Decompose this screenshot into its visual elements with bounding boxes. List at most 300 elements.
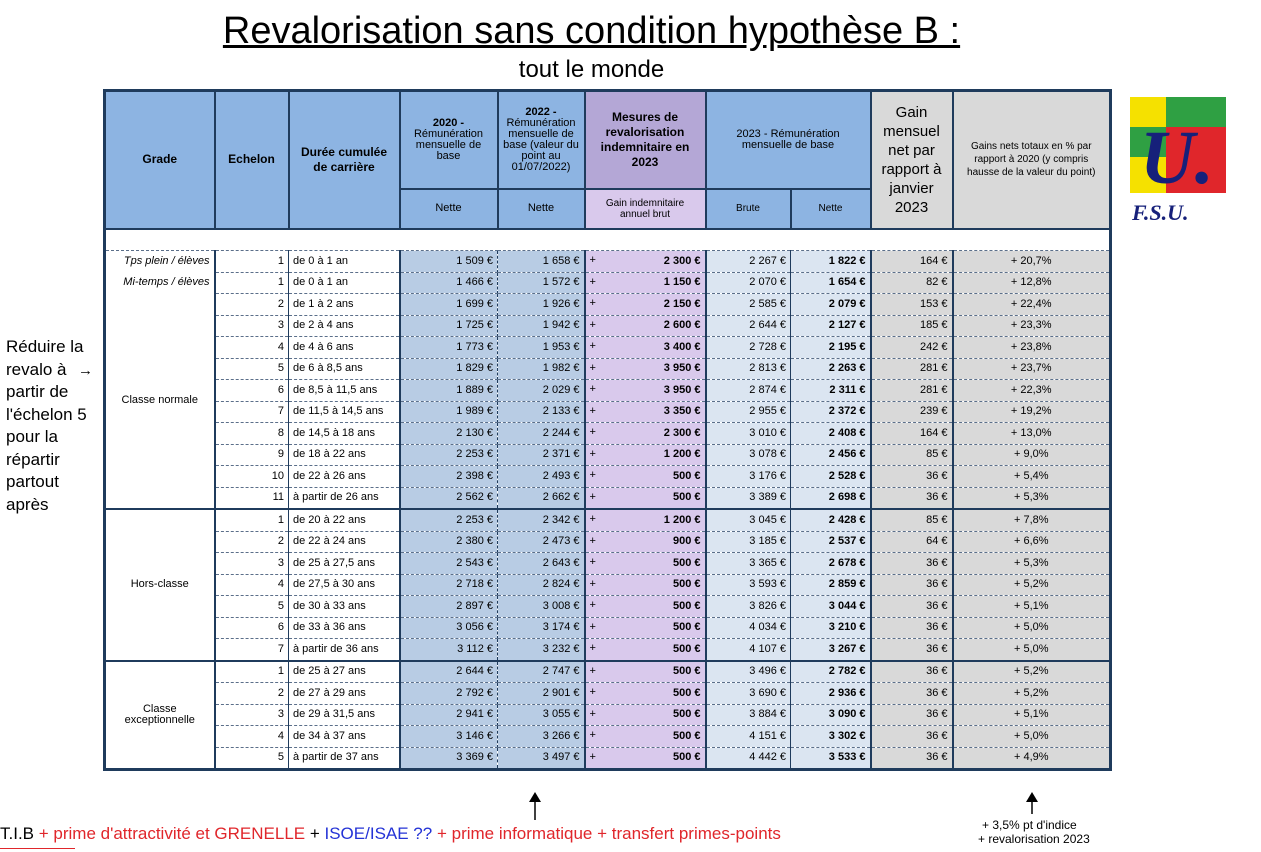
- duree-cell: de 4 à 6 ans: [289, 337, 400, 359]
- plus-sign: +: [589, 599, 596, 611]
- salary-2023-nette-cell: 2 079 €: [791, 294, 871, 316]
- duree-cell: de 0 à 1 an: [289, 272, 400, 294]
- duree-cell: de 0 à 1 an: [289, 251, 400, 273]
- pct-cell: + 5,0%: [953, 726, 1111, 748]
- salary-2020-cell: 2 792 €: [400, 683, 498, 705]
- salary-2023-nette-cell: 3 090 €: [791, 704, 871, 726]
- header-grade: Grade: [105, 91, 215, 229]
- mesures-value: 3 950 €: [663, 362, 701, 375]
- plus-sign: +: [589, 556, 596, 568]
- salary-2022-cell: 1 658 €: [498, 251, 585, 273]
- pct-cell: + 5,2%: [953, 574, 1111, 596]
- salary-2023-nette-cell: 2 311 €: [791, 380, 871, 402]
- mesures-cell: [585, 337, 706, 359]
- plus-sign: +: [589, 426, 596, 438]
- salary-2023-brute-cell: 3 884 €: [706, 704, 791, 726]
- salary-2023-brute-cell: 3 176 €: [706, 466, 791, 488]
- side-note: Réduire la revalo à partir de l'échelon 5 pour la répartir partout après: [6, 337, 87, 514]
- salary-2023-nette-cell: 2 127 €: [791, 315, 871, 337]
- header-2023-brute: Brute: [706, 189, 791, 229]
- salary-2020-cell: 2 398 €: [400, 466, 498, 488]
- header-mesures-sub: Gain indemnitaire annuel brut: [585, 189, 706, 229]
- mesures-value: 500 €: [672, 578, 701, 591]
- pct-cell: + 4,9%: [953, 747, 1111, 770]
- gain-cell: 36 €: [871, 553, 953, 575]
- header-duree: Durée cumulée de carrière: [289, 91, 400, 229]
- salary-2020-cell: 3 146 €: [400, 726, 498, 748]
- gain-cell: 242 €: [871, 337, 953, 359]
- pct-cell: + 19,2%: [953, 401, 1111, 423]
- salary-2023-nette-cell: 3 267 €: [791, 639, 871, 661]
- salary-2022-cell: 3 008 €: [498, 596, 585, 618]
- salary-2023-brute-cell: 3 078 €: [706, 444, 791, 466]
- mesures-value: 500 €: [672, 491, 701, 504]
- plus-sign: +: [589, 534, 596, 547]
- plus-sign: +: [589, 383, 596, 395]
- duree-cell: de 30 à 33 ans: [289, 596, 400, 618]
- mesures-value: 500 €: [672, 621, 701, 634]
- salary-2023-brute-cell: 3 496 €: [706, 661, 791, 683]
- salary-2022-cell: 3 497 €: [498, 747, 585, 770]
- table-row: [105, 509, 1111, 531]
- salary-2023-brute-cell: 4 442 €: [706, 747, 791, 770]
- salary-2022-cell: 1 572 €: [498, 272, 585, 294]
- table-row: [105, 661, 1111, 683]
- salary-2023-brute-cell: 4 034 €: [706, 617, 791, 639]
- plus-sign: +: [589, 750, 596, 763]
- mesures-value: 3 400 €: [663, 340, 701, 353]
- salary-2023-brute-cell: 2 070 €: [706, 272, 791, 294]
- page-title: Revalorisation sans condition hypothèse B :: [222, 10, 961, 52]
- footer-prime-info: + prime informatique + transfert primes-points: [432, 824, 781, 843]
- salary-2022-cell: 3 232 €: [498, 639, 585, 661]
- plus-sign: +: [589, 469, 596, 481]
- plus-sign: +: [589, 707, 596, 720]
- salary-2023-brute-cell: 3 593 €: [706, 574, 791, 596]
- salary-2023-nette-cell: 3 533 €: [791, 747, 871, 770]
- mesures-cell: [585, 466, 706, 488]
- salary-2022-cell: 2 662 €: [498, 487, 585, 509]
- table-row: [105, 596, 1111, 618]
- mesures-value: 500 €: [672, 599, 701, 612]
- plus-sign: +: [589, 686, 596, 698]
- gap-cell: [871, 229, 953, 251]
- gain-cell: 164 €: [871, 251, 953, 273]
- logo-letter: U.: [1140, 116, 1214, 200]
- duree-cell: de 33 à 36 ans: [289, 617, 400, 639]
- mesures-cell: [585, 294, 706, 316]
- echelon-cell: 4: [215, 574, 289, 596]
- table-row: [105, 683, 1111, 705]
- gain-cell: 36 €: [871, 726, 953, 748]
- gain-cell: 36 €: [871, 683, 953, 705]
- header-2022-sub: Rémunération mensuelle de base (valeur du point au 01/07/2022): [503, 116, 579, 173]
- echelon-cell: 5: [215, 596, 289, 618]
- grade-label: Hors-classe: [105, 509, 215, 661]
- header-2023-nette: Nette: [791, 189, 871, 229]
- gain-cell: 64 €: [871, 531, 953, 553]
- echelon-cell: 11: [215, 487, 289, 509]
- table-row: [105, 639, 1111, 661]
- duree-cell: de 18 à 22 ans: [289, 444, 400, 466]
- salary-2022-cell: 2 133 €: [498, 401, 585, 423]
- arrow-up-icon-2: [1024, 792, 1040, 816]
- salary-2022-cell: 3 174 €: [498, 617, 585, 639]
- mesures-cell: [585, 747, 706, 770]
- gap-cell: [791, 229, 871, 251]
- mesures-value: 3 950 €: [663, 383, 701, 396]
- plus-sign: +: [589, 275, 596, 288]
- mesures-cell: [585, 423, 706, 445]
- mesures-cell: [585, 617, 706, 639]
- salary-2023-brute-cell: 4 107 €: [706, 639, 791, 661]
- duree-cell: de 25 à 27,5 ans: [289, 553, 400, 575]
- duree-cell: de 22 à 26 ans: [289, 466, 400, 488]
- salary-2020-cell: 2 253 €: [400, 509, 498, 531]
- table-row: [105, 704, 1111, 726]
- duree-cell: à partir de 37 ans: [289, 747, 400, 770]
- header-echelon: Echelon: [215, 91, 289, 229]
- plus-sign: +: [589, 340, 596, 352]
- mesures-cell: [585, 487, 706, 509]
- gap-cell: [585, 229, 706, 251]
- salary-2023-brute-cell: 3 185 €: [706, 531, 791, 553]
- pct-cell: + 5,0%: [953, 639, 1111, 661]
- header-pct: Gains nets totaux en % par rapport à 2020 (y compris hausse de la valeur du point): [953, 91, 1111, 229]
- gain-cell: 36 €: [871, 596, 953, 618]
- mesures-cell: [585, 380, 706, 402]
- salary-2020-cell: 1 509 €: [400, 251, 498, 273]
- gap-cell: [215, 229, 289, 251]
- header-2020: [400, 91, 498, 189]
- gain-cell: 36 €: [871, 747, 953, 770]
- duree-cell: de 2 à 4 ans: [289, 315, 400, 337]
- table-row: [105, 466, 1111, 488]
- gap-cell: [105, 229, 215, 251]
- duree-cell: de 27,5 à 30 ans: [289, 574, 400, 596]
- salary-2023-brute-cell: 2 955 €: [706, 401, 791, 423]
- mesures-cell: [585, 574, 706, 596]
- salary-2023-brute-cell: 3 010 €: [706, 423, 791, 445]
- plus-sign: +: [589, 318, 596, 331]
- salary-2023-nette-cell: 3 044 €: [791, 596, 871, 618]
- echelon-cell: 3: [215, 704, 289, 726]
- duree-cell: de 14,5 à 18 ans: [289, 423, 400, 445]
- plus-sign: +: [589, 490, 596, 503]
- pct-cell: + 9,0%: [953, 444, 1111, 466]
- duree-cell: de 1 à 2 ans: [289, 294, 400, 316]
- duree-cell: à partir de 26 ans: [289, 487, 400, 509]
- salary-2023-brute-cell: 3 389 €: [706, 487, 791, 509]
- plus-sign: +: [589, 620, 596, 633]
- grade-sublabel: Mi-temps / élèves: [105, 272, 215, 294]
- duree-cell: de 22 à 24 ans: [289, 531, 400, 553]
- footer-formula: [0, 824, 781, 844]
- gain-cell: 36 €: [871, 487, 953, 509]
- gain-cell: 36 €: [871, 466, 953, 488]
- salary-2022-cell: 2 901 €: [498, 683, 585, 705]
- table-row: [105, 726, 1111, 748]
- salary-table: [103, 89, 1112, 771]
- mesures-cell: [585, 661, 706, 683]
- salary-2022-cell: 1 953 €: [498, 337, 585, 359]
- gain-cell: 36 €: [871, 704, 953, 726]
- gap-cell: [289, 229, 400, 251]
- mesures-value: 3 350 €: [663, 405, 701, 418]
- pct-cell: + 6,6%: [953, 531, 1111, 553]
- echelon-cell: 1: [215, 272, 289, 294]
- header-2022-title: 2022 -: [525, 105, 557, 118]
- table-row: [105, 251, 1111, 273]
- duree-cell: de 34 à 37 ans: [289, 726, 400, 748]
- table-row: [105, 531, 1111, 553]
- gain-cell: 85 €: [871, 509, 953, 531]
- plus-sign: +: [589, 254, 596, 266]
- salary-2020-cell: 2 644 €: [400, 661, 498, 683]
- grade-sublabel: Tps plein / élèves: [105, 251, 215, 273]
- echelon-cell: 3: [215, 553, 289, 575]
- mesures-cell: [585, 358, 706, 380]
- duree-cell: à partir de 36 ans: [289, 639, 400, 661]
- gain-cell: 82 €: [871, 272, 953, 294]
- mesures-cell: [585, 444, 706, 466]
- echelon-cell: 1: [215, 509, 289, 531]
- gain-cell: 36 €: [871, 574, 953, 596]
- duree-cell: de 25 à 27 ans: [289, 661, 400, 683]
- gain-cell: 153 €: [871, 294, 953, 316]
- salary-2023-nette-cell: 1 822 €: [791, 251, 871, 273]
- table-row: [105, 358, 1111, 380]
- gap-cell: [498, 229, 585, 251]
- salary-2022-cell: 2 371 €: [498, 444, 585, 466]
- gap-cell: [953, 229, 1111, 251]
- salary-2022-cell: 3 266 €: [498, 726, 585, 748]
- pct-cell: + 5,3%: [953, 553, 1111, 575]
- echelon-cell: 10: [215, 466, 289, 488]
- salary-2023-nette-cell: 2 936 €: [791, 683, 871, 705]
- mesures-value: 2 300 €: [663, 254, 701, 267]
- mesures-value: 2 150 €: [663, 297, 701, 310]
- header-2020-sub: Rémunération mensuelle de base: [413, 127, 484, 162]
- table-row: [105, 747, 1111, 770]
- salary-2023-nette-cell: 2 263 €: [791, 358, 871, 380]
- salary-2020-cell: 2 941 €: [400, 704, 498, 726]
- salary-2023-nette-cell: 2 782 €: [791, 661, 871, 683]
- pct-cell: + 5,1%: [953, 704, 1111, 726]
- gain-cell: 281 €: [871, 380, 953, 402]
- salary-2020-cell: 2 562 €: [400, 487, 498, 509]
- salary-2023-brute-cell: 2 644 €: [706, 315, 791, 337]
- mesures-cell: [585, 251, 706, 273]
- pct-cell: + 7,8%: [953, 509, 1111, 531]
- footer-underline: [0, 848, 75, 849]
- duree-cell: de 20 à 22 ans: [289, 509, 400, 531]
- salary-2022-cell: 1 982 €: [498, 358, 585, 380]
- mesures-cell: [585, 683, 706, 705]
- echelon-cell: 1: [215, 661, 289, 683]
- header-gap-row: [105, 229, 1111, 251]
- table-row: [105, 401, 1111, 423]
- salary-2022-cell: 2 747 €: [498, 661, 585, 683]
- fsu-logo: [1126, 93, 1230, 227]
- gap-cell: [706, 229, 791, 251]
- plus-sign: +: [589, 729, 596, 741]
- gain-cell: 164 €: [871, 423, 953, 445]
- salary-2022-cell: 2 244 €: [498, 423, 585, 445]
- salary-2023-brute-cell: 2 813 €: [706, 358, 791, 380]
- salary-2020-cell: 2 380 €: [400, 531, 498, 553]
- pct-cell: + 5,1%: [953, 596, 1111, 618]
- salary-2023-brute-cell: 4 151 €: [706, 726, 791, 748]
- salary-2023-nette-cell: 2 698 €: [791, 487, 871, 509]
- gain-cell: 185 €: [871, 315, 953, 337]
- salary-2020-cell: 2 253 €: [400, 444, 498, 466]
- table-body: [105, 229, 1111, 770]
- table-row: [105, 617, 1111, 639]
- plus-sign: +: [589, 447, 596, 460]
- mesures-value: 500 €: [672, 729, 701, 742]
- salary-2020-cell: 1 725 €: [400, 315, 498, 337]
- header-2020-nette: Nette: [400, 189, 498, 229]
- gap-cell: [400, 229, 498, 251]
- salary-2020-cell: 2 130 €: [400, 423, 498, 445]
- salary-2022-cell: 2 824 €: [498, 574, 585, 596]
- salary-2022-cell: 2 029 €: [498, 380, 585, 402]
- salary-2023-brute-cell: 2 874 €: [706, 380, 791, 402]
- plus-sign: +: [589, 642, 596, 654]
- table-row: [105, 272, 1111, 294]
- salary-2020-cell: 2 897 €: [400, 596, 498, 618]
- salary-2023-brute-cell: 3 690 €: [706, 683, 791, 705]
- logo-text: F.S.U.: [1132, 200, 1189, 225]
- echelon-cell: 4: [215, 726, 289, 748]
- pct-cell: + 13,0%: [953, 423, 1111, 445]
- mesures-value: 500 €: [672, 642, 701, 655]
- mesures-value: 900 €: [672, 535, 701, 548]
- echelon-cell: 7: [215, 639, 289, 661]
- pct-cell: + 23,3%: [953, 315, 1111, 337]
- plus-sign: +: [589, 577, 596, 590]
- salary-2022-cell: 2 342 €: [498, 509, 585, 531]
- echelon-cell: 6: [215, 617, 289, 639]
- echelon-cell: 2: [215, 294, 289, 316]
- mesures-value: 500 €: [672, 751, 701, 764]
- pct-cell: + 5,2%: [953, 661, 1111, 683]
- table-row: [105, 337, 1111, 359]
- arrow-up-icon: [527, 792, 543, 822]
- salary-2023-nette-cell: 2 537 €: [791, 531, 871, 553]
- pct-cell: + 5,0%: [953, 617, 1111, 639]
- table-row: [105, 444, 1111, 466]
- header-2023: 2023 - Rémunération mensuelle de base: [706, 91, 871, 189]
- header-2022-nette: Nette: [498, 189, 585, 229]
- duree-cell: de 8,5 à 11,5 ans: [289, 380, 400, 402]
- grade-label: Classe normale: [105, 294, 215, 510]
- gain-cell: 239 €: [871, 401, 953, 423]
- header-2022: [498, 91, 585, 189]
- footer-note-line2: + revalorisation 2023: [978, 832, 1090, 846]
- plus-sign: +: [589, 404, 596, 417]
- gain-cell: 36 €: [871, 661, 953, 683]
- mesures-cell: [585, 726, 706, 748]
- table-row: [105, 423, 1111, 445]
- pct-cell: + 5,2%: [953, 683, 1111, 705]
- salary-2023-brute-cell: 3 045 €: [706, 509, 791, 531]
- salary-2022-cell: 2 473 €: [498, 531, 585, 553]
- salary-2023-brute-cell: 3 826 €: [706, 596, 791, 618]
- duree-cell: de 29 à 31,5 ans: [289, 704, 400, 726]
- pct-cell: + 5,3%: [953, 487, 1111, 509]
- salary-2022-cell: 3 055 €: [498, 704, 585, 726]
- mesures-cell: [585, 704, 706, 726]
- salary-2020-cell: 2 718 €: [400, 574, 498, 596]
- echelon-cell: 3: [215, 315, 289, 337]
- mesures-cell: [585, 596, 706, 618]
- salary-2020-cell: 1 773 €: [400, 337, 498, 359]
- salary-2020-cell: 3 112 €: [400, 639, 498, 661]
- echelon-cell: 7: [215, 401, 289, 423]
- pct-cell: + 23,7%: [953, 358, 1111, 380]
- salary-2020-cell: 1 466 €: [400, 272, 498, 294]
- mesures-cell: [585, 553, 706, 575]
- salary-2023-brute-cell: 2 267 €: [706, 251, 791, 273]
- salary-2023-brute-cell: 2 585 €: [706, 294, 791, 316]
- pct-cell: + 12,8%: [953, 272, 1111, 294]
- salary-2022-cell: 2 643 €: [498, 553, 585, 575]
- echelon-cell: 4: [215, 337, 289, 359]
- salary-2020-cell: 2 543 €: [400, 553, 498, 575]
- table-row: [105, 380, 1111, 402]
- mesures-value: 500 €: [672, 686, 701, 699]
- echelon-cell: 8: [215, 423, 289, 445]
- gain-cell: 36 €: [871, 617, 953, 639]
- salary-2020-cell: 1 699 €: [400, 294, 498, 316]
- mesures-value: 2 300 €: [663, 426, 701, 439]
- page-subtitle: tout le monde: [518, 56, 665, 83]
- table-row: [105, 294, 1111, 316]
- duree-cell: de 11,5 à 14,5 ans: [289, 401, 400, 423]
- plus-sign: +: [589, 664, 596, 677]
- salary-2023-nette-cell: 2 428 €: [791, 509, 871, 531]
- grade-label: Classe exceptionnelle: [105, 661, 215, 770]
- salary-2023-nette-cell: 2 372 €: [791, 401, 871, 423]
- salary-2023-brute-cell: 3 365 €: [706, 553, 791, 575]
- table-row: [105, 553, 1111, 575]
- plus-sign: +: [589, 361, 596, 374]
- salary-2020-cell: 1 989 €: [400, 401, 498, 423]
- salary-2023-nette-cell: 3 210 €: [791, 617, 871, 639]
- table-row: [105, 487, 1111, 509]
- header-mesures: Mesures de revalorisation indemnitaire en 2023: [585, 91, 706, 189]
- salary-2023-nette-cell: 3 302 €: [791, 726, 871, 748]
- footer-prime-attractivite: + prime d'attractivité et GRENELLE: [34, 824, 310, 843]
- header-2020-title: 2020 -: [432, 116, 465, 129]
- mesures-cell: [585, 509, 706, 531]
- mesures-value: 500 €: [672, 665, 701, 678]
- salary-2022-cell: 1 942 €: [498, 315, 585, 337]
- duree-cell: de 6 à 8,5 ans: [289, 358, 400, 380]
- mesures-cell: [585, 315, 706, 337]
- salary-2023-nette-cell: 2 859 €: [791, 574, 871, 596]
- salary-2023-nette-cell: 2 678 €: [791, 553, 871, 575]
- header-gain: Gain mensuel net par rapport à janvier 2023: [871, 91, 953, 229]
- mesures-cell: [585, 272, 706, 294]
- echelon-cell: 9: [215, 444, 289, 466]
- pct-cell: + 5,4%: [953, 466, 1111, 488]
- salary-2023-brute-cell: 2 728 €: [706, 337, 791, 359]
- footer-note-line1: + 3,5% pt d'indice: [982, 818, 1077, 832]
- mesures-value: 1 200 €: [663, 513, 701, 526]
